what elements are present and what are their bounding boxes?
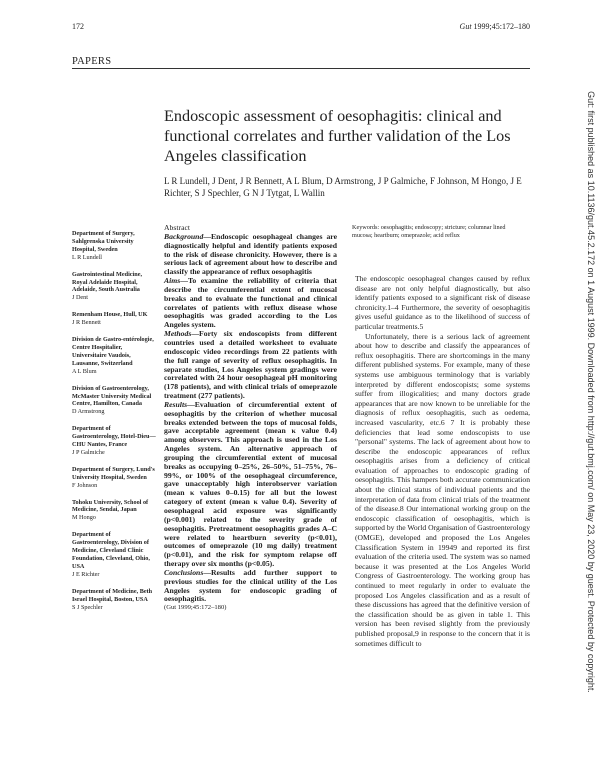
affiliation: Gastrointestinal Medicine, Royal Adelaide Hospital, Adelaide, South Australia J Dent — [72, 270, 143, 302]
abstract-heading: Abstract — [164, 223, 191, 232]
journal-reference — [460, 22, 530, 31]
affiliation: Department of Surgery, Lund's University Hospital, Sweden F Johnson — [72, 465, 155, 489]
author-list: L R Lundell, J Dent, J R Bennett, A L Blum, D Armstrong, J P Galmiche, F Johnson, M Hongo, J E Richter, S J Spechler, G N J Tytgat, L Wallin — [164, 176, 522, 198]
page-number: 172 — [72, 22, 84, 31]
journal-citation: 1999;45:172–180 — [473, 22, 530, 31]
section-heading: PAPERS — [72, 56, 112, 67]
abstract-aims: Aims—To examine the reliability of criteria that describe the circumferential extent of mucosal breaks and to evaluate the functional and clinical correlates of patients with reflux disease whose oesophagitis was graded according to the Los Angeles system. — [164, 276, 337, 330]
affiliation: Department of Gastroenterology, Hotel-Dieu—CHU Nantes, France J P Galmiche — [72, 425, 156, 456]
article-title: Endoscopic assessment of oesophagitis: clinical and functional correlates and further validation of the Los Angeles classification — [164, 107, 511, 165]
abstract-results: Results—Evaluation of circumferential extent of oesophagitis by the criterion of whether mucosal breaks extended between the tops of mucosal folds, gave acceptable agreement (mean κ value 0.4) among observers. This approach is used in the Los Angeles system. An alternative approach of grouping the circumferential extent of mucosal breaks as occupying 0–25%, 26–50%, 51–75%, 76–99%, or 100% of the oesophageal circumference, gave unacceptably high interobserver variation (mean κ values 0–0.15) for all but the lowest category of extent (mean κ value 0.4). Severity of oesophageal acid exposure was significantly (p<0.001) related to the severity grade of oesophagitis. Pretreatment oesophagitis grades A–C were related to heartburn severity (p<0.01), outcomes of omeprazole (10 mg daily) treatment (p<0.01), and the risk for symptom relapse off therapy over six months (p<0.05). — [164, 399, 337, 569]
affiliation: Division of Gastroenterology, McMaster University Medical Centre, Hamilton, Canada D Armstrong — [72, 384, 152, 416]
abstract — [164, 224, 337, 613]
abstract-citation: (Gut 1999;45:172–180) — [164, 604, 227, 612]
introduction-text — [355, 274, 530, 648]
affiliations — [72, 230, 158, 620]
affiliation: Department of Medicine, Beth Israel Hospital, Boston, USA S J Spechler — [72, 587, 153, 611]
intro-paragraph: Unfortunately, there is a serious lack of agreement about how to describe and classify the appearances of reflux oesophagitis. There are shortcomings in the many different published systems. For example, many of these systems use ambiguous terminology that is variably interpreted by different endoscopists; some systems suffer from illogicalities; and many doctors grade appearances that are now known to be unreliable for the diagnosis of reflux oesophagitis, such as oedema, increased vascularity, etc.6 7 It is probably these deficiencies that lead some endoscopists to use "personal" systems. The lack of agreement about how to describe the endoscopic appearances of reflux oesophagitis arises from a deficiency of critical evaluation of approaches to endoscopic grading of oesophagitis. This hampers both accurate communication about the clinical status of individual patients and the interpretation of data from clinical trials of the treatment of the disease.8 Our international working group on the endoscopic classification of oesophagitis, which is supported by the World Organisation of Gastroenterology (OMGE), developed and proposed the Los Angeles Classification System in 19949 and reported its first evaluation of the criteria used. The system was so named because it was presented at the Los Angeles World Congress of Gastroenterology. The working group has continued to meet regularly in order to evaluate the proposed Los Angeles classification and as a result of these discussions has agreed that the definitive version of the classification should be as given in table 1. This version has been revised slightly from the previously published proposal,9 in response to the concern that it is sometimes difficult to — [355, 331, 530, 648]
affiliation: Remenham House, Hull, UK J R Bennett — [72, 311, 148, 327]
intro-paragraph: The endoscopic oesophageal changes caused by reflux disease are not only helpful diagnostically, but also identify patients exposed to a significant risk of disease chronicity.1–4 Furthermore, the severity of oesophagitis gives useful guidance as to the likelihood of success of particular treatments.5 — [355, 274, 530, 331]
abstract-background: Background—Endoscopic oesophageal changes are diagnostically helpful and identify patients exposed to the risk of disease chronicity. However, there is a serious lack of agreement about how to describe and classify the appearance of reflux oesophagitis — [164, 231, 337, 277]
abstract-conclusions: Conclusions—Results add further support to previous studies for the clinical utility of the Los Angeles system for endoscopic grading of oesophagitis. — [164, 567, 337, 604]
affiliation: Division de Gastro-entérologie, Centre Hospitalier, Universitaire Vaudois, Lausanne, Switzerland A L Blum — [72, 336, 154, 375]
journal-name: Gut — [459, 22, 472, 31]
header-rule — [72, 68, 530, 69]
affiliation: Department of Gastroenterology, Division of Medicine, Cleveland Clinic Foundation, Cleveland, Ohio, USA J E Richter — [72, 531, 150, 578]
affiliation: Department of Surgery, Sahlgrenska University Hospital, Sweden L R Lundell — [72, 230, 135, 261]
affiliation: Tohoku University, School of Medicine, Sendai, Japan M Hongo — [72, 498, 149, 522]
abstract-methods: Methods—Forty six endoscopists from different countries used a detailed worksheet to evaluate endoscopic video recordings from 22 patients with the full range of severity of reflux oesophagitis. In separate studies, Los Angeles system gradings were correlated with 24 hour oesophageal pH monitoring (178 patients), and with clinical trials of omeprazole treatment (277 patients). — [164, 329, 337, 401]
download-notice: Gut: first published as 10.1136/gut.45.2.172 on 1 August 1999. Downloaded from http://gut.bmj.com/ on May 23, 2020 by guest. Protected by copyright. — [586, 91, 596, 693]
keywords: Keywords: oesophagitis; endoscopy; stricture; columnar lined mucosa; heartburn; omeprazole; acid reflux — [352, 224, 506, 239]
